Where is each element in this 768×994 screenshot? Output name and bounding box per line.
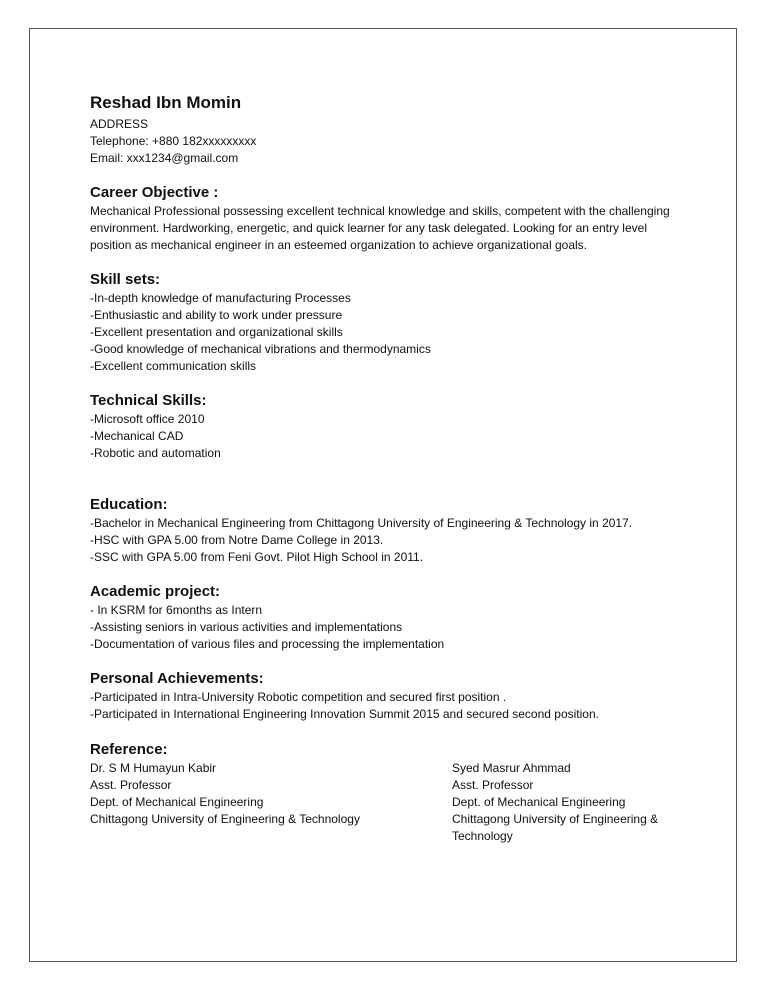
- header-section: [90, 92, 690, 167]
- resume-content: [90, 92, 690, 843]
- list-item: -Participated in International Engineering Innovation Summit 2015 and secured second position.: [90, 707, 599, 721]
- reference-left-name: Dr. S M Humayun Kabir: [90, 761, 217, 775]
- reference-title: Reference:: [90, 741, 168, 758]
- reference-left-position: Asst. Professor: [90, 778, 172, 792]
- reference-left: [90, 760, 420, 828]
- academic-project-list: [90, 602, 690, 653]
- list-item: - In KSRM for 6months as Intern: [90, 603, 263, 617]
- reference-section: [90, 740, 690, 843]
- personal-achievements-list: [90, 689, 690, 723]
- list-item: -Robotic and automation: [90, 446, 221, 460]
- career-objective-text: Mechanical Professional possessing excellent technical knowledge and skills, competent with the challenging environment. Hardworking, energetic, and quick learner for any task delegated. Looking for an entry level position as mechanical engineer in an esteemed organization to achieve organizational goals.: [90, 204, 670, 252]
- career-objective-title: Career Objective :: [90, 184, 219, 201]
- education-section: [90, 495, 690, 566]
- list-item: -Excellent presentation and organizational skills: [90, 325, 343, 339]
- list-item: -Documentation of various files and processing the implementation: [90, 637, 445, 651]
- education-title: Education:: [90, 496, 168, 513]
- reference-right-department: Dept. of Mechanical Engineering: [452, 795, 626, 809]
- reference-right: [452, 760, 692, 845]
- list-item: -Bachelor in Mechanical Engineering from Chittagong University of Engineering & Technology in 2017.: [90, 516, 633, 530]
- address-line: ADDRESS: [90, 117, 149, 131]
- skill-sets-section: [90, 270, 690, 375]
- reference-left-institution: Chittagong University of Engineering & Technology: [90, 812, 360, 826]
- career-objective-section: [90, 183, 690, 254]
- technical-skills-title: Technical Skills:: [90, 392, 207, 409]
- list-item: -Excellent communication skills: [90, 359, 257, 373]
- skill-sets-title: Skill sets:: [90, 271, 161, 288]
- email-line: Email: xxx1234@gmail.com: [90, 151, 239, 165]
- list-item: -In-depth knowledge of manufacturing Processes: [90, 291, 351, 305]
- reference-right-name: Syed Masrur Ahmmad: [452, 761, 571, 775]
- skill-sets-list: [90, 290, 690, 375]
- list-item: -Good knowledge of mechanical vibrations and thermodynamics: [90, 342, 431, 356]
- list-item: -HSC with GPA 5.00 from Notre Dame College in 2013.: [90, 533, 384, 547]
- reference-columns: [90, 760, 690, 843]
- list-item: -Enthusiastic and ability to work under pressure: [90, 308, 343, 322]
- technical-skills-list: [90, 411, 690, 462]
- reference-left-department: Dept. of Mechanical Engineering: [90, 795, 264, 809]
- personal-achievements-section: [90, 669, 690, 723]
- list-item: -Mechanical CAD: [90, 429, 184, 443]
- academic-project-title: Academic project:: [90, 583, 221, 600]
- academic-project-section: [90, 582, 690, 653]
- reference-right-institution: Chittagong University of Engineering & Technology: [452, 812, 659, 843]
- telephone-line: Telephone: +880 182xxxxxxxxx: [90, 134, 257, 148]
- reference-right-position: Asst. Professor: [452, 778, 534, 792]
- list-item: -Participated in Intra-University Robotic competition and secured first position .: [90, 690, 507, 704]
- technical-skills-section: [90, 391, 690, 462]
- list-item: -Assisting seniors in various activities and implementations: [90, 620, 403, 634]
- list-item: -SSC with GPA 5.00 from Feni Govt. Pilot High School in 2011.: [90, 550, 424, 564]
- candidate-name: Reshad Ibn Momin: [90, 93, 242, 112]
- list-item: -Microsoft office 2010: [90, 412, 205, 426]
- education-list: [90, 515, 690, 566]
- personal-achievements-title: Personal Achievements:: [90, 670, 264, 687]
